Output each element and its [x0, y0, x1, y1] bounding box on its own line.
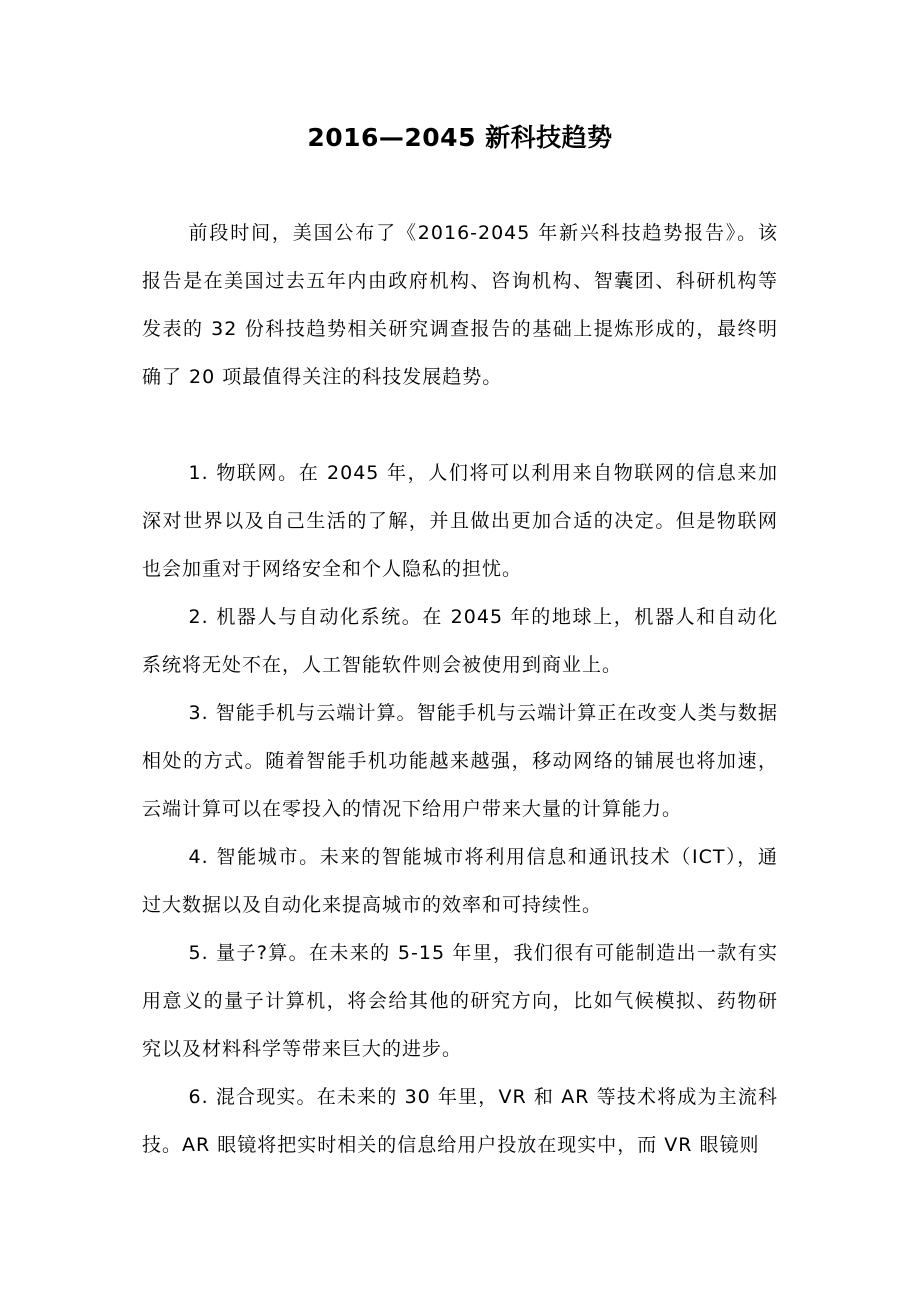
trend-item-1: 1. 物联网。在 2045 年，人们将可以利用来自物联网的信息来加深对世界以及自己生活的了解，并且做出更加合适的决定。但是物联网也会加重对于网络安全和个人隐私的担忧。: [142, 462, 778, 580]
trend-item-3: 3. 智能手机与云端计算。智能手机与云端计算正在改变人类与数据相处的方式。随着智能手机功能越来越强，移动网络的铺展也将加速，云端计算可以在零投入的情况下给用户带来大量的计算能力。: [142, 702, 778, 820]
trend-item-6: 6. 混合现实。在未来的 30 年里，VR 和 AR 等技术将成为主流科技。AR 眼镜将把实时相关的信息给用户投放在现实中，而 VR 眼镜则: [142, 1086, 778, 1156]
document-body: [142, 209, 778, 1169]
trend-item-2: 2. 机器人与自动化系统。在 2045 年的地球上，机器人和自动化系统将无处不在，人工智能软件则会被使用到商业上。: [142, 606, 778, 676]
trend-item-4: 4. 智能城市。未来的智能城市将利用信息和通讯技术（ICT），通过大数据以及自动化来提高城市的效率和可持续性。: [142, 846, 778, 916]
intro-paragraph: 前段时间，美国公布了《2016-2045 年新兴科技趋势报告》。该报告是在美国过去五年内由政府机构、咨询机构、智囊团、科研机构等发表的 32 份科技趋势相关研究调查报告的基础上提炼形成的，最终明确了 20 项最值得关注的科技发展趋势。: [142, 222, 778, 388]
paragraph-gap: [142, 401, 778, 449]
trend-item-5: 5. 量子?算。在未来的 5-15 年里，我们很有可能制造出一款有实用意义的量子计算机，将会给其他的研究方向，比如气候模拟、药物研究以及材料科学等带来巨大的进步。: [142, 942, 778, 1060]
document-title: 2016—2045 新科技趋势: [307, 123, 613, 152]
